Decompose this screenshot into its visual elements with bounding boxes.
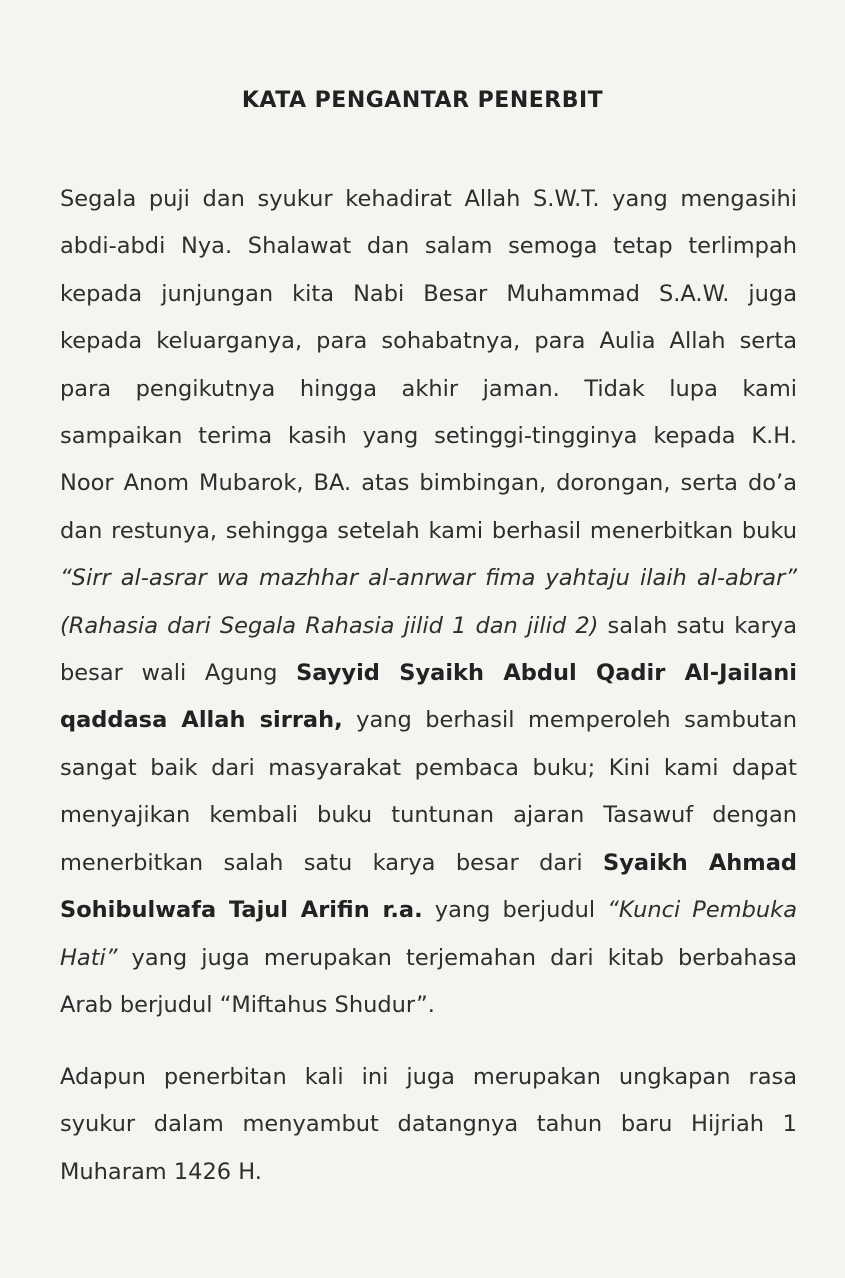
author-abdul-qadir-al-jailani: Sayyid Syaikh Abdul Qadir Al-Jailani qaddasa Allah sirrah, bbox=[60, 660, 797, 734]
page-title: KATA PENGANTAR PENERBIT bbox=[241, 88, 604, 113]
author-sohibulwafa-tajul-arifin: Syaikh Ahmad Sohibulwafa Tajul Arifin r.a. bbox=[60, 849, 797, 924]
paragraph-1-text-2: salah satu karya besar wali Agung bbox=[60, 612, 797, 687]
paragraph-1-text-4: yang berjudul bbox=[422, 897, 608, 924]
paragraph-1 bbox=[60, 176, 797, 1029]
paragraph-1-text-3: yang berhasil memperoleh sambutan sangat baik dari masyarakat pembaca buku; Kini kami dapat menyajikan kembali buku tuntunan ajaran Tasawuf dengan menerbitkan salah satu karya besar dari bbox=[60, 707, 798, 876]
paragraph-2: Adapun penerbitan kali ini juga merupakan ungkapan rasa syukur dalam menyambut datangnya tahun baru Hijriah 1 Muharam 1426 H. bbox=[60, 1064, 797, 1185]
book-title-sirr-al-asrar: “Sirr al-asrar wa mazhhar al-anrwar fima yahtaju ilaih al-abrar” (Rahasia dari Segala Rahasia jilid 1 dan jilid 2) bbox=[60, 565, 797, 639]
book-title-kunci-pembuka-hati: “Kunci Pembuka Hati” bbox=[60, 897, 797, 971]
paragraph-1-text-5: yang juga merupakan terjemahan dari kitab berbahasa Arab berjudul “Miftahus Shudur”. bbox=[60, 944, 797, 1018]
paragraph-1-text-1: Segala puji dan syukur kehadirat Allah S.W.T. yang mengasihi abdi-abdi Nya. Shalawat dan salam semoga tetap terlimpah kepada junjungan kita Nabi Besar Muhammad S.A.W. juga kepada keluarganya, para sohabatnya, para Aulia Allah serta para pengikutnya hingga akhir jaman. Tidak lupa kami sampaikan terima kasih yang setinggi-tingginya kepada K.H. Noor Anom Mubarok, BA. atas bimbingan, dorongan, serta do’a dan restunya, sehingga setelah kami berhasil menerbitkan buku bbox=[60, 186, 797, 544]
